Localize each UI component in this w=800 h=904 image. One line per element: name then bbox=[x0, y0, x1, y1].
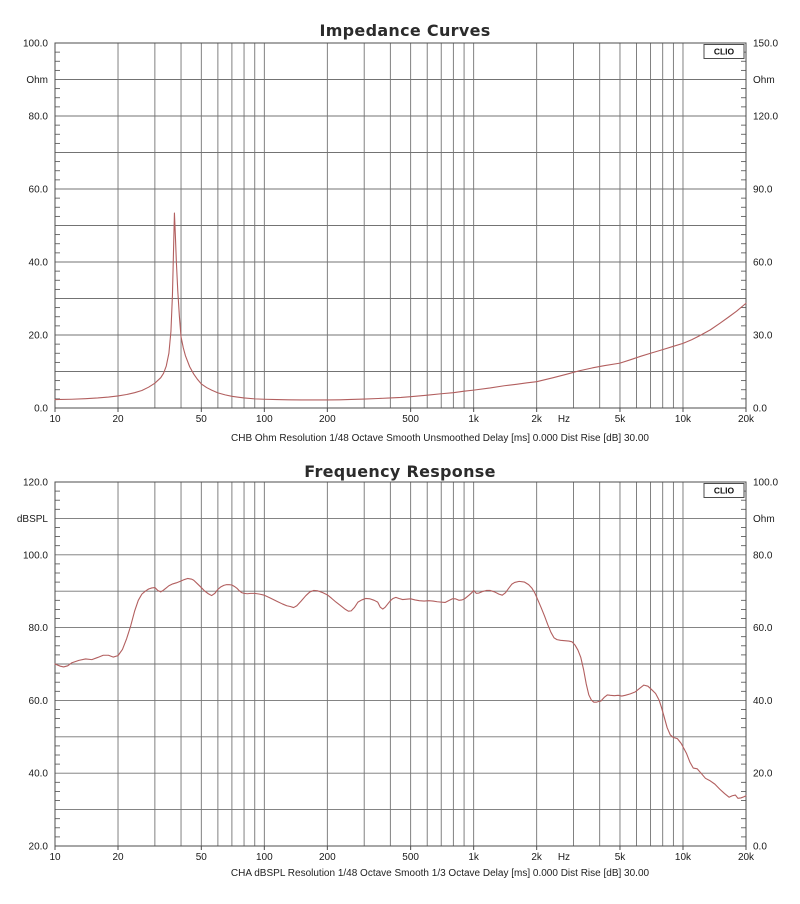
x-tick-label: 200 bbox=[318, 852, 336, 863]
y-right-label: 0.0 bbox=[753, 841, 767, 853]
clio-logo: CLIO bbox=[713, 485, 735, 496]
x-tick-label: 10k bbox=[674, 852, 692, 863]
y-left-label: Ohm bbox=[26, 75, 48, 86]
x-tick-label: 200 bbox=[318, 414, 336, 425]
impedance-plot-area bbox=[23, 39, 778, 426]
y-right-label: Ohm bbox=[753, 513, 775, 525]
x-tick-label: 1k bbox=[468, 414, 479, 425]
frequency-response-chart bbox=[0, 452, 800, 904]
x-axis-unit-label: Hz bbox=[557, 852, 571, 863]
x-tick-label: 5k bbox=[614, 414, 626, 425]
y-left-label: 100.0 bbox=[22, 550, 48, 562]
chart-caption: CHB Ohm Resolution 1/48 Octave Smooth Unsmoothed Delay [ms] 0.000 Dist Rise [dB] 30.00 bbox=[231, 433, 649, 444]
y-left-label: 80.0 bbox=[28, 111, 48, 123]
y-right-label: 0.0 bbox=[753, 403, 767, 415]
y-right-label: 150.0 bbox=[753, 38, 779, 50]
x-tick-label: 50 bbox=[195, 414, 207, 425]
clio-badge bbox=[704, 484, 744, 498]
x-tick-label: 20 bbox=[112, 414, 124, 425]
x-tick-label: 10k bbox=[674, 414, 692, 425]
x-tick-label: 10 bbox=[49, 852, 61, 863]
y-left-label: 80.0 bbox=[28, 623, 48, 635]
y-right-label: 60.0 bbox=[753, 257, 773, 269]
chart-caption: CHA dBSPL Resolution 1/48 Octave Smooth 1/3 Octave Delay [ms] 0.000 Dist Rise [dB] 30.00 bbox=[230, 868, 650, 879]
x-tick-label: 100 bbox=[255, 414, 273, 425]
frequency-response-plot-area bbox=[17, 478, 779, 864]
x-tick-label: 500 bbox=[402, 414, 419, 425]
y-left-label: dBSPL bbox=[16, 513, 48, 525]
series-curve-cha-dbspl bbox=[55, 578, 746, 798]
y-right-label: 90.0 bbox=[753, 184, 773, 196]
y-right-label: 80.0 bbox=[753, 550, 773, 562]
y-right-label: 30.0 bbox=[753, 330, 773, 342]
x-tick-label: 10 bbox=[49, 414, 61, 425]
frequency-response-chart-svg bbox=[0, 452, 800, 904]
y-right-label: 100.0 bbox=[753, 477, 779, 489]
x-axis-unit-label: Hz bbox=[557, 414, 571, 425]
x-tick-label: 5k bbox=[614, 852, 626, 863]
x-tick-label: 2k bbox=[531, 414, 542, 425]
y-left-label: 100.0 bbox=[22, 38, 48, 50]
y-left-label: 60.0 bbox=[28, 184, 48, 196]
y-left-label: 40.0 bbox=[28, 257, 48, 269]
y-right-label: 20.0 bbox=[753, 768, 773, 780]
y-left-label: 20.0 bbox=[28, 841, 48, 853]
chart-title: Impedance Curves bbox=[319, 21, 491, 40]
chart-title: Frequency Response bbox=[304, 462, 496, 481]
x-tick-label: 1k bbox=[468, 852, 479, 863]
x-tick-label: 2k bbox=[531, 852, 542, 863]
y-right-label: Ohm bbox=[753, 75, 775, 86]
x-tick-label: 100 bbox=[255, 852, 273, 863]
x-tick-label: 50 bbox=[195, 852, 207, 863]
y-left-label: 40.0 bbox=[28, 768, 48, 780]
y-left-label: 0.0 bbox=[34, 403, 48, 415]
clio-badge bbox=[704, 45, 744, 59]
x-tick-label: 20 bbox=[112, 852, 124, 863]
y-left-label: 60.0 bbox=[28, 695, 48, 707]
y-left-label: 120.0 bbox=[22, 477, 48, 489]
clio-logo: CLIO bbox=[713, 46, 735, 57]
x-tick-label: 20k bbox=[737, 414, 755, 425]
y-right-label: 60.0 bbox=[753, 623, 773, 635]
x-tick-label: 20k bbox=[737, 852, 755, 863]
y-right-label: 40.0 bbox=[753, 695, 773, 707]
x-tick-label: 500 bbox=[402, 852, 419, 863]
y-left-label: 20.0 bbox=[28, 330, 48, 342]
y-right-label: 120.0 bbox=[753, 111, 779, 123]
